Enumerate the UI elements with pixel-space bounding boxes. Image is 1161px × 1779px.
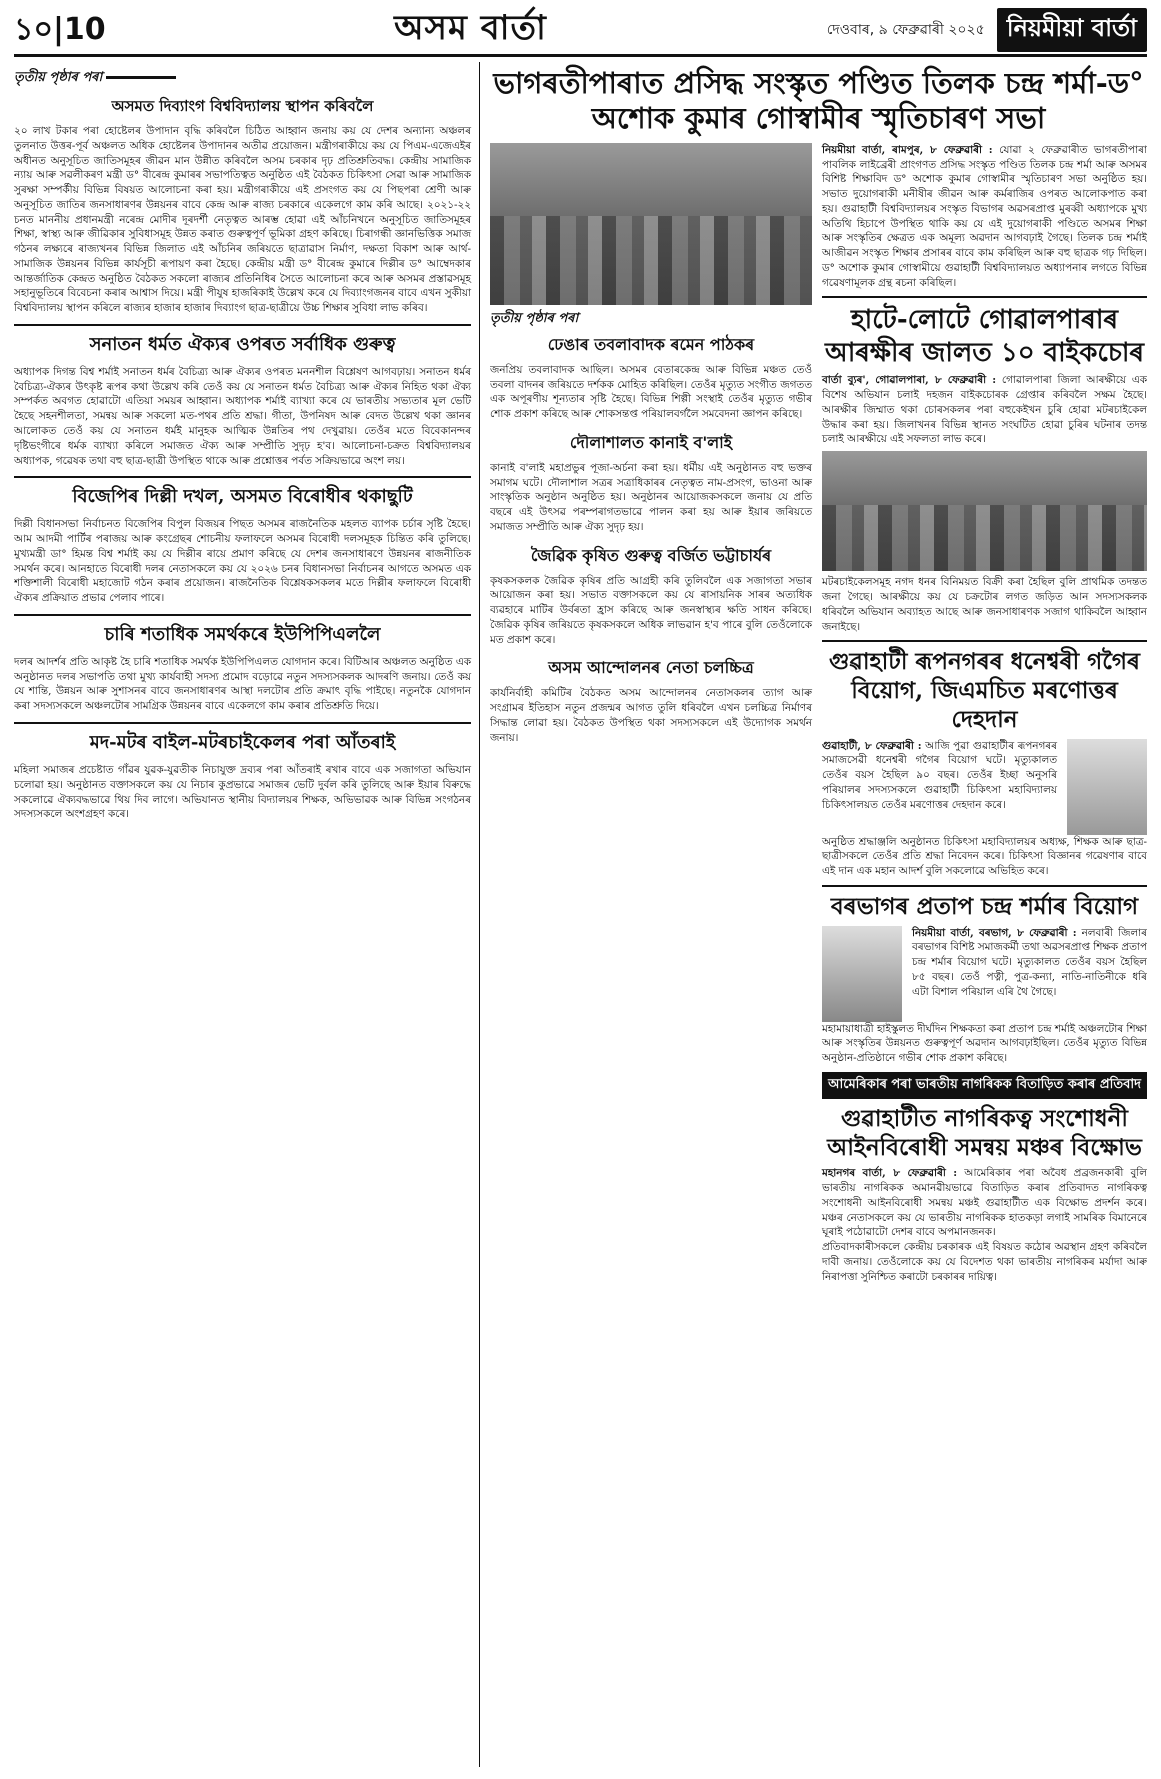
main-story-left [490, 143, 812, 1285]
newspaper-logo: নিয়মীয়া বাৰ্তা [997, 8, 1147, 52]
caa-body [822, 1166, 1147, 1240]
arrest-photo-figures [822, 505, 1147, 571]
story-sanatan-body: অধ্যাপক দিগন্ত বিশ্ব শৰ্মাই সনাতন ধৰ্মৰ বৈচিত্ৰ্য আৰু ঐক্যৰ ওপৰত মননশীল বিশ্লেষণ আগবঢ়ায়। সনাতন ধৰ্মৰ বৈচিত্ৰ্য-ঐক্যৰ উৎকৃষ্ট ৰূপৰ কথা উল্লেখ কৰি তেওঁ কয় যে সনাতন ধৰ্মত বৈচিত্ৰ্য আৰু ঐক্যৰ নিহিত থকা ঐক্য সম্পৰ্কত অবগত হোৱাটো এতিয়া সময়ৰ আহ্বান। অধ্যাপক শৰ্মাই ব্যাখ্যা কৰে যে ভাৰতীয় সভ্যতাৰ মূল ভেটি হৈছে সহনশীলতা, সমন্বয় আৰু সকলো মত-পথৰ প্ৰতি শ্ৰদ্ধা। গীতা, উপনিষদ আৰু বেদত উল্লেখ থকা জ্ঞানৰ আলোকত তেওঁ কয় যে সনাতন ধৰ্মই মানুহক আত্মিক উন্নতিৰ পথ দেখুৱায়। তেওঁৰ মতে বিবেকানন্দৰ দৃষ্টিভংগীৰে ধৰ্মক ব্যাখ্যা কৰিলে সমাজত ঐক্য আৰু সম্প্ৰীতি সুদৃঢ় হ'ব। আলোচনা-চক্ৰত বিশ্ববিদ্যালয়ৰ অধ্যাপক, গৱেষক তথা বহু ছাত্ৰ-ছাত্ৰী উপস্থিত থাকে আৰু প্ৰশ্নোত্তৰ পৰ্বত সক্ৰিয়ভাৱে অংশ লয়। [14, 365, 471, 467]
divider [822, 885, 1147, 887]
continued-from-label [14, 68, 471, 89]
main-story-row [490, 143, 1147, 1285]
gauhati-body [822, 739, 1057, 813]
caa-headline: গুৱাহাটীত নাগৰিকত্ব সংশোধনী আইনবিৰোধী সমন্বয় মঞ্চৰ বিক্ষোভ [827, 1104, 1142, 1161]
divider [822, 296, 1147, 298]
barbhag-dateline: নিয়মীয়া বাৰ্তা, বৰভাগ, ৮ ফেব্ৰুৱাৰী : [912, 926, 1077, 939]
gauhati-col-1 [822, 739, 1057, 835]
story-uppl [14, 614, 471, 714]
barbhag-text: নলবাৰী জিলাৰ বৰভাগৰ বিশিষ্ট সমাজকৰ্মী তথা অৱসৰপ্ৰাপ্ত শিক্ষক প্ৰতাপ চন্দ্ৰ শৰ্মাৰ বিয়োগ ঘটে। মৃত্যুকালত তেওঁৰ বয়স হৈছিল ৮৫ বছৰ। তেওঁ পত্নী, পুত্ৰ-কন্যা, নাতি-নাতিনীকে ধৰি এটা বিশাল পৰিয়াল এৰি থৈ গৈছে। [912, 926, 1147, 998]
section-title: অসম বাৰ্তা [394, 7, 547, 48]
portrait-gogoi [1067, 739, 1147, 835]
masthead-right [767, 8, 1147, 52]
continued-from-text: তৃতীয় পৃষ্ঠাৰ পৰা [14, 70, 103, 85]
story-uppl-body: দলৰ আদৰ্শৰ প্ৰতি আকৃষ্ট হৈ চাৰি শতাধিক সমৰ্থক ইউপিপিএলত যোগদান কৰে। বিটিআৰ অঞ্চলত অনুষ্ঠিত এক অনুষ্ঠানত দলৰ সভাপতি তথা মুখ্য কাৰ্যবাহী সদস্য প্ৰমোদ বড়োৱে নতুন সদস্যসকলক আদৰণি জনায়। তেওঁ কয় যে শান্তি, উন্নয়ন আৰু সুশাসনৰ বাবে জনসাধাৰণৰ আস্থা দলটোৰ প্ৰতি ক্ৰমাৎ বৃদ্ধি পাইছে। নতুনকৈ যোগদান কৰা সদস্যসকলে অঞ্চলটোৰ সামগ্ৰিক উন্নয়নৰ বাবে একেলগে কাম কৰাৰ প্ৰতিশ্ৰুতি দিয়ে। [14, 655, 471, 713]
story-bjp-body: দিল্লী বিধানসভা নিৰ্বাচনত বিজেপিৰ বিপুল বিজয়ৰ পিছত অসমৰ ৰাজনৈতিক মহলত ব্যাপক চৰ্চাৰ সৃষ্টি হৈছে। আম আদমী পাৰ্টিৰ পৰাজয় আৰু কংগ্ৰেছৰ শোচনীয় ফলাফলে অসমৰ বিৰোধী দলসমূহক চিন্তিত কৰি তুলিছে। মুখ্যমন্ত্ৰী ডা° হিমন্ত বিশ্ব শৰ্মাই কয় যে দিল্লীৰ ৰায়ে প্ৰমাণ কৰিছে যে দেশৰ জনসাধাৰণে উন্নয়নৰ ৰাজনীতিক সমৰ্থন কৰে। আনহাতে বিৰোধী দলৰ নেতাসকলে কয় যে ২০২৬ চনৰ বিধানসভা নিৰ্বাচনৰ আগতে অসমত এক শক্তিশালী বিৰোধী মহাজোট গঠন কৰাৰ প্ৰয়োজন। ৰাজনৈতিক বিশ্লেষকসকলৰ মতে দিল্লীৰ ফলাফলে বিৰোধী ঐক্যৰ প্ৰক্ৰিয়াত প্ৰভাৱ পেলাব পাৰে। [14, 518, 471, 605]
kanai-body: কানাই ব'লাই মহাপ্ৰভুৰ পূজা-অৰ্চনা কৰা হয়। ধৰ্মীয় এই অনুষ্ঠানত বহু ভক্তৰ সমাগম ঘটে। দৌলাশাল সত্ৰৰ সত্ৰাধিকাৰৰ নেতৃত্বত নাম-প্ৰসংগ, ভাওনা আৰু সাংস্কৃতিক অনুষ্ঠান অনুষ্ঠিত হয়। অনুষ্ঠানৰ আয়োজকসকলে জনায় যে প্ৰতি বছৰে এই উৎসৱ পৰম্পৰাগতভাৱে পালন কৰা হয় আৰু ইয়াৰ জৰিয়তে সমাজত সম্প্ৰীতি আৰু ঐক্য সুদৃঢ় হয়। [490, 461, 812, 533]
andolan-headline: অসম আন্দোলনৰ নেতা চলচ্চিত্ৰ [548, 658, 754, 678]
barbhag-body-2: মহামায়াধাত্ৰী হাইস্কুলত দীৰ্ঘদিন শিক্ষকতা কৰা প্ৰতাপ চন্দ্ৰ শৰ্মাই অঞ্চলটোৰ শিক্ষা আৰু সংস্কৃতিৰ উন্নয়নত গুৰুত্বপূৰ্ণ অৱদান আগবঢ়াইছিল। তেওঁৰ মৃত্যুত বিভিন্ন অনুষ্ঠান-প্ৰতিষ্ঠানে গভীৰ শোক প্ৰকাশ কৰিছে। [822, 1022, 1147, 1065]
barbhag-body [912, 926, 1147, 1000]
story-university [14, 95, 471, 316]
story-uppl-headline: চাৰি শতাধিক সমৰ্থকৰে ইউপিপিএললৈ [14, 614, 471, 651]
story-sanatan [14, 324, 471, 468]
krishi-body: কৃষকসকলক জৈৱিক কৃষিৰ প্ৰতি আগ্ৰহী কৰি তুলিবলৈ এক সজাগতা সভাৰ আয়োজন কৰা হয়। সভাত বক্তাসকলে কয় যে ৰাসায়নিক সাৰৰ অত্যধিক ব্যৱহাৰে মাটিৰ উৰ্বৰতা হ্ৰাস কৰিছে আৰু জনস্বাস্থ্যৰ ক্ষতি সাধন কৰিছে। জৈৱিক কৃষিৰ জৰিয়তে কৃষকসকলে অধিক লাভৱান হ'ব পাৰে বুলি তেওঁলোকে মত প্ৰকাশ কৰে। [490, 574, 812, 646]
caa-dateline: মহানগৰ বাৰ্তা, ৮ ফেব্ৰুৱাৰী : [822, 1167, 958, 1180]
barbhag-headline: বৰভাগৰ প্ৰতাপ চন্দ্ৰ শৰ্মাৰ বিয়োগ [830, 892, 1139, 920]
main-story-text: যোৱা ২ ফেব্ৰুৱাৰীত ভাগৰতীপাৰা পাবলিক লাইব্ৰেৰী প্ৰাংগণত প্ৰসিদ্ধ সংস্কৃত পণ্ডিত তিলক চন্দ্ৰ শৰ্মা আৰু অসমৰ বিশিষ্ট শিক্ষাবিদ ড° অশোক কুমাৰ গোস্বামীৰ স্মৃতিচাৰণ সভা অনুষ্ঠিত হয়। সভাত দুয়োগৰাকী মনীষীৰ জীৱন আৰু কৰ্মৰাজিৰ ওপৰত আলোকপাত কৰা হয়। গুৱাহাটী বিশ্ববিদ্যালয়ৰ সংস্কৃত বিভাগৰ অৱসৰপ্ৰাপ্ত মুৰব্বী অধ্যাপকে মুখ্য অতিথি হিচাপে উপস্থিত থাকি কয় যে এই দুয়োগৰাকী পণ্ডিতে অসমৰ শিক্ষা আৰু সংস্কৃতিৰ ক্ষেত্ৰত এক অমূল্য অৱদান আগবঢ়াই গৈছে। তিলক চন্দ্ৰ শৰ্মাই আজীৱন সংস্কৃত শিক্ষাৰ প্ৰসাৰৰ বাবে কাম কৰিছিল আৰু বহু ছাত্ৰক গঢ় দিছিল। ড° অশোক কুমাৰ গোস্বামীয়ে গুৱাহাটী বিশ্ববিদ্যালয়ত অধ্যাপনাৰ লগতে বিভিন্ন গৱেষণামূলক গ্ৰন্থ ৰচনা কৰিছিল। [822, 143, 1147, 289]
gauhati-headline: গুৱাহাটী ৰূপনগৰৰ ধনেশ্বৰী গগৈৰ বিয়োগ, জিএমচিত মৰণোত্তৰ দেহদান [829, 648, 1140, 733]
issue-date: দেওবাৰ, ৯ ফেব্ৰুৱাৰী ২০২৫ [826, 22, 985, 38]
divider [822, 640, 1147, 642]
tabla-body: জনপ্ৰিয় তবলাবাদক আছিল। অসমৰ বেতাৰকেন্দ্ৰ আৰু বিভিন্ন মঞ্চত তেওঁ তবলা বাদনৰ জৰিয়তে দৰ্শকক মোহিত কৰিছিল। তেওঁৰ মৃত্যুত সংগীত জগতত এক অপূৰণীয় শূন্যতাৰ সৃষ্টি হৈছে। বিভিন্ন শিল্পী সংস্থাই তেওঁৰ মৃত্যুত গভীৰ শোক প্ৰকাশ কৰিছে আৰু শোকসন্তপ্ত পৰিয়ালবৰ্গলৈ সমবেদনা জ্ঞাপন কৰিছে। [490, 363, 812, 421]
barbhag-row [822, 926, 1147, 1022]
story-bjp-headline: বিজেপিৰ দিল্লী দখল, অসমত বিৰোধীৰ থকাছুটি [14, 476, 471, 513]
gauhati-row [822, 739, 1147, 835]
story-drugs [14, 722, 471, 822]
banner-protest: আমেৰিকাৰ পৰা ভাৰতীয় নাগৰিকক বিতাড়িত কৰাৰ প্ৰতিবাদ [822, 1072, 1147, 1099]
story-drugs-body: মহিলা সমাজৰ প্ৰচেষ্টাত গাঁৱৰ যুৱক-যুৱতীক নিচাযুক্ত দ্ৰব্যৰ পৰা আঁতৰাই ৰখাৰ বাবে এক সজাগতা অভিযান চলোৱা হয়। অনুষ্ঠানত বক্তাসকলে কয় যে নিচাৰ কুপ্ৰভাৱে সমাজৰ ভেটি দুৰ্বল কৰি তুলিছে আৰু ইয়াৰ বিৰুদ্ধে সকলোৱে ঐক্যবদ্ধভাৱে থিয় দিব লাগে। অভিযানত স্থানীয় বিদ্যালয়ৰ শিক্ষক, অভিভাৱক আৰু বিভিন্ন সংগঠনৰ সদস্যসকলে অংশগ্ৰহণ কৰে। [14, 763, 471, 821]
main-story-right [822, 143, 1147, 1285]
goalpara-body-2: মটৰচাইকেলসমূহ নগদ ধনৰ বিনিময়ত বিক্ৰী কৰা হৈছিল বুলি প্ৰাথমিক তদন্তত জনা গৈছে। আৰক্ষীয়ে কয় যে চক্ৰটোৰ লগত জড়িত আন সদস্যসকলক ধৰিবলৈ অভিযান অব্যাহত আছে আৰু জনসাধাৰণক সজাগ থাকিবলৈ আহ্বান জনাইছে। [822, 576, 1147, 633]
story-bjp [14, 476, 471, 606]
photo-caption: তৃতীয় পৃষ্ঠাৰ পৰা [490, 310, 579, 326]
goalpara-dateline: বাৰ্তা ব্যুৰ', গোৱালপাৰা, ৮ ফেব্ৰুৱাৰী : [822, 374, 997, 387]
caa-text: আমেৰিকাৰ পৰা অবৈধ প্ৰব্ৰজনকাৰী বুলি ভাৰতীয় নাগৰিকক অমানৱীয়ভাৱে বিতাড়িত কৰাৰ প্ৰতিবাদত নাগৰিকত্ব সংশোধনী আইনবিৰোধী সমন্বয় মঞ্চই গুৱাহাটীত এক বিক্ষোভ প্ৰদৰ্শন কৰে। মঞ্চৰ নেতাসকলে কয় যে ভাৰতীয় নাগৰিকক হাতকড়া লগাই সামৰিক বিমানেৰে ঘূৰাই পঠোৱাটো দেশৰ বাবে অপমানজনক। [822, 1167, 1147, 1239]
page-number: ১০|10 [14, 11, 106, 47]
left-column [14, 62, 480, 1767]
masthead [14, 6, 1147, 57]
tabla-headline: ঢেঙাৰ তবলাবাদক ৰমেন পাঠকৰ [547, 334, 755, 354]
story-drugs-headline: মদ-মটৰ বাইল-মটৰচাইকেলৰ পৰা আঁতৰাই [14, 722, 471, 759]
story-sanatan-headline: সনাতন ধৰ্মত ঐক্যৰ ওপৰত সৰ্বাধিক গুৰুত্ব [14, 324, 471, 361]
main-story-body [822, 143, 1147, 291]
portrait-sharma-photo [822, 926, 902, 1022]
arrow-bar-icon [106, 76, 176, 79]
goalpara-text: গোৱালপাৰা জিলা আৰক্ষীয়ে এক বিশেষ অভিযান চলাই দহজন বাইকচোৰক গ্ৰেপ্তাৰ কৰিবলৈ সক্ষম হৈছে। আৰক্ষীৰ জিম্মাত থকা চোৰসকলৰ পৰা বহুকেইখন চুৰি হোৱা মটৰচাইকেল উদ্ধাৰ কৰা হয়। জিলাখনৰ বিভিন্ন স্থানত সংঘটিত হোৱা চুৰিৰ ঘটনাৰ তদন্ত চলাই আৰক্ষীয়ে এই সফলতা লাভ কৰে। [822, 374, 1147, 446]
goalpara-body [822, 373, 1147, 447]
caa-body-2: প্ৰতিবাদকাৰীসকলে কেন্দ্ৰীয় চৰকাৰক এই বিষয়ত কঠোৰ অৱস্থান গ্ৰহণ কৰিবলৈ দাবী জনায়। তেওঁলোকে কয় যে বিদেশত থকা ভাৰতীয় নাগৰিকৰ মৰ্যাদা আৰু নিৰাপত্তা সুনিশ্চিত কৰাটো চৰকাৰৰ দায়িত্ব। [822, 1241, 1147, 1283]
portrait-sharma [822, 926, 902, 1022]
goalpara-headline: হাটে-লোটে গোৱালপাৰাৰ আৰক্ষীৰ জালত ১০ বাইকচোৰ [824, 305, 1145, 368]
barbhag-col [912, 926, 1147, 1022]
gauhati-dateline: গুৱাহাটী, ৮ ফেব্ৰুৱাৰী : [822, 739, 922, 752]
arrest-photo [822, 451, 1147, 571]
krishi-headline: জৈৱিক কৃষিত গুৰুত্ব বৰ্জিত ভট্টাচাৰ্যৰ [530, 545, 772, 565]
kanai-headline: দৌলাশালত কানাই ব'লাই [569, 432, 733, 452]
story-university-body: ২০ লাখ টকাৰ পৰা হোষ্টেলৰ উপাদান বৃদ্ধি কৰিবলৈ চিঠিত আহ্বান জনায় কয় যে দেশৰ অন্যান্য অঞ্চলৰ তুলনাত উত্তৰ-পূৰ্ব অঞ্চলত অধিক হোষ্টেলৰ উপাদানৰ অতীৱ প্ৰয়োজন। মন্ত্ৰীগৰাকীয়ে কয় যে পিএম-এজেএইৰ অধীনত অনুসূচিত জাতিসমূহৰ জীৱন মান উন্নীত কৰিবলৈ অসম চৰকাৰ দৃঢ় প্ৰতিশ্ৰুতিবদ্ধ। কেন্দ্ৰীয় সামাজিক ন্যায় আৰু সৱলীকৰণ মন্ত্ৰী ড° বীৰেন্দ্ৰ কুমাৰৰ সভাপতিত্বত অনুষ্ঠিত এই বৈঠকত চিকিৎসা সেৱা আৰু সামাজিক সুৰক্ষা সম্পৰ্কীয় বিভিন্ন বিষয়ত আলোচনা কৰা হয়। মন্ত্ৰীগৰাকীয়ে এই প্ৰসংগত কয় যে পিছপৰা শ্ৰেণী আৰু অনুসূচিত জাতিৰ জনসাধাৰণৰ উন্নয়নৰ বাবে কেন্দ্ৰ আৰু ৰাজ্য চৰকাৰে একেলগে কাম কৰি আছে। ২০২১-২২ চনত মাননীয় প্ৰধানমন্ত্ৰী নৰেন্দ্ৰ মোদীৰ দূৰদৰ্শী নেতৃত্বত আৰম্ভ হোৱা এই আঁচনিখনে অনুসূচিত জাতিসমূহৰ শিক্ষা, স্বাস্থ্য আৰু জীৱিকাৰ সুবিধাসমূহ উন্নত কৰাত গুৰুত্বপূৰ্ণ ভূমিকা গ্ৰহণ কৰিছে। চিৰাগন্ধী জ্ঞানভিত্তিক সমাজ গঠনৰ লক্ষ্যৰে ৰাজ্যখনৰ বিভিন্ন জিলাত এই আঁচনিৰ জৰিয়তে ছাত্ৰাৱাস নিৰ্মাণ, দক্ষতা বিকাশ আৰু আৰ্থ-সামাজিক উন্নয়নৰ বিভিন্ন কাৰ্যসূচী ৰূপায়ণ কৰা হৈছে। কেন্দ্ৰীয় মন্ত্ৰী ড° বীৰেন্দ্ৰ কুমাৰে দিল্লীৰ ড° আম্বেদকাৰ আন্তৰ্জাতিক কেন্দ্ৰত অনুষ্ঠিত বৈঠকত সকলো ৰাজ্যৰ প্ৰতিনিধিৰ সৈতে আলোচনা কৰে আৰু অসমৰ প্ৰস্তাৱসমূহ সহানুভূতিৰে বিবেচনা কৰাৰ আশ্বাস দিয়ে। মন্ত্ৰী পীযুষ হাজৰিকাই উল্লেখ কৰে যে দিব্যাংগজনৰ বাবে এখন সুকীয়া বিশ্ববিদ্যালয় স্থাপন কৰিলে ৰাজ্যৰ হাজাৰ হাজাৰ দিব্যাংগ ছাত্ৰ-ছাত্ৰীয়ে উচ্চ শিক্ষাৰ সুবিধা লাভ কৰিব। [14, 125, 471, 315]
meeting-photo [490, 143, 812, 305]
portrait-photo [1067, 739, 1147, 835]
andolan-body: কাৰ্যনিৰ্বাহী কমিটিৰ বৈঠকত অসম আন্দোলনৰ নেতাসকলৰ ত্যাগ আৰু সংগ্ৰামৰ ইতিহাস নতুন প্ৰজন্মৰ আগত তুলি ধৰিবলৈ এখন চলচ্চিত্ৰ নিৰ্মাণৰ সিদ্ধান্ত লোৱা হয়। বৈঠকত উপস্থিত থকা সদস্যসকলে এই উদ্যোগক সমৰ্থন জনায়। [490, 687, 812, 744]
main-headline: ভাগৰতীপাৰাত প্ৰসিদ্ধ সংস্কৃত পণ্ডিত তিলক চন্দ্ৰ শৰ্মা-ড° অশোক কুমাৰ গোস্বামীৰ স্মৃতিচাৰণ সভা [493, 66, 1144, 136]
story-university-headline: অসমত দিব্যাংগ বিশ্ববিদ্যালয় স্থাপন কৰিবলৈ [111, 97, 374, 115]
gauhati-text: আজি পুৱা গুৱাহাটীৰ ৰূপনগৰৰ সমাজসেৱী ধনেশ্বৰী গগৈৰ বিয়োগ ঘটে। মৃত্যুকালত তেওঁৰ বয়স হৈছিল ৯০ বছৰ। তেওঁৰ ইচ্ছা অনুসৰি পৰিয়ালৰ সদস্যসকলে গুৱাহাটী চিকিৎসা মহাবিদ্যালয় চিকিৎসালয়ত তেওঁৰ মৰণোত্তৰ দেহদান কৰে। [822, 739, 1057, 811]
right-area [490, 62, 1147, 1767]
gauhati-body-2: অনুষ্ঠিত শ্ৰদ্ধাঞ্জলি অনুষ্ঠানত চিকিৎসা মহাবিদ্যালয়ৰ অধ্যক্ষ, শিক্ষক আৰু ছাত্ৰ-ছাত্ৰীসকলে তেওঁৰ প্ৰতি শ্ৰদ্ধা নিবেদন কৰে। চিকিৎসা বিজ্ঞানৰ গৱেষণাৰ বাবে এই দান এক মহান আদৰ্শ বুলি সকলোৱে অভিহিত কৰে। [822, 835, 1147, 878]
main-story-dateline: নিয়মীয়া বাৰ্তা, ৰামপুৰ, ৮ ফেব্ৰুৱাৰী : [822, 143, 993, 156]
photo-figures [490, 216, 812, 305]
